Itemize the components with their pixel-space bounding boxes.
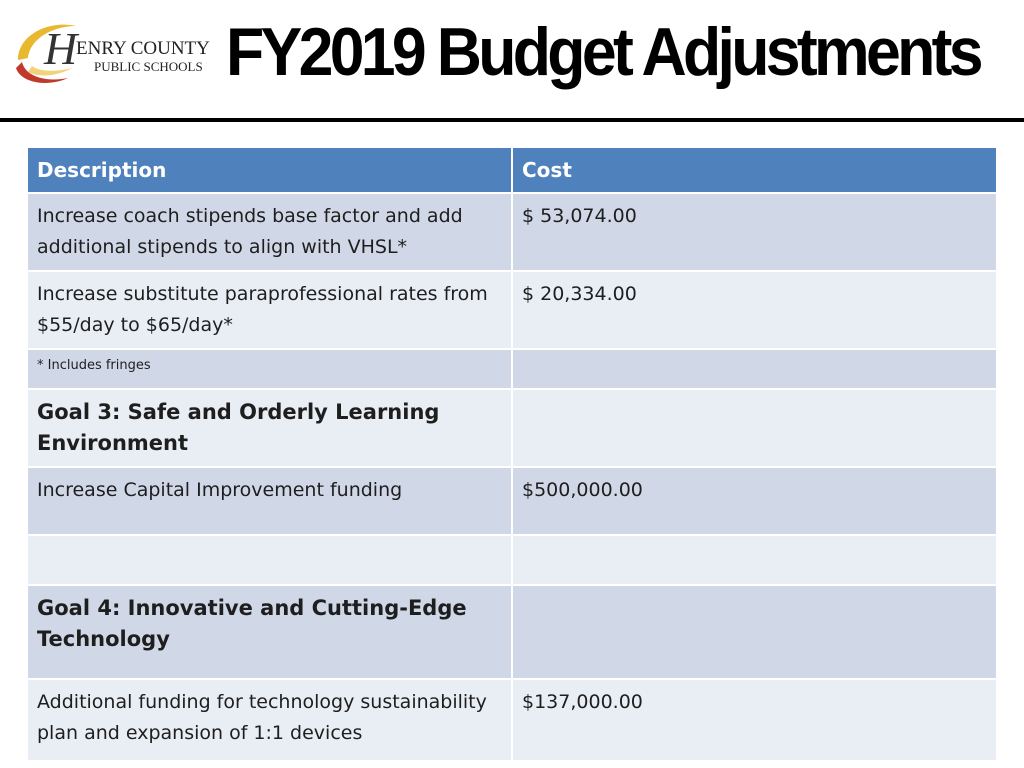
henry-county-logo — [10, 12, 215, 92]
header-divider — [0, 118, 1024, 122]
logo-name-text: ENRY COUNTY — [76, 38, 210, 59]
row-description: Increase substitute paraprofessional rates from $55/day to $65/day* — [27, 271, 512, 349]
table-row — [27, 349, 997, 389]
table-row — [27, 193, 997, 271]
table-row — [27, 535, 997, 585]
budget-table — [26, 146, 998, 762]
table-row — [27, 389, 997, 467]
table-row — [27, 271, 997, 349]
row-description: Additional funding for technology sustainability plan and expansion of 1:1 devices — [27, 679, 512, 761]
footnote-text: * Includes fringes — [27, 349, 512, 389]
slide-header — [0, 0, 1024, 122]
logo-subtitle-text: PUBLIC SCHOOLS — [94, 59, 203, 74]
row-cost: $ 53,074.00 — [512, 193, 997, 271]
table-row — [27, 585, 997, 679]
row-description — [27, 535, 512, 585]
column-header-cost: Cost — [512, 147, 997, 193]
row-cost: $137,000.00 — [512, 679, 997, 761]
row-cost — [512, 535, 997, 585]
row-cost — [512, 389, 997, 467]
column-header-description: Description — [27, 147, 512, 193]
row-description: Increase Capital Improvement funding — [27, 467, 512, 535]
row-cost: $500,000.00 — [512, 467, 997, 535]
row-cost — [512, 585, 997, 679]
row-cost: $ 20,334.00 — [512, 271, 997, 349]
goal-heading: Goal 4: Innovative and Cutting-Edge Technology — [27, 585, 512, 679]
table-row — [27, 679, 997, 761]
row-cost — [512, 349, 997, 389]
table-header-row — [27, 147, 997, 193]
svg-text:H: H — [44, 23, 78, 74]
page-title: FY2019 Budget Adjustments — [226, 14, 980, 90]
table-row — [27, 467, 997, 535]
goal-heading: Goal 3: Safe and Orderly Learning Environment — [27, 389, 512, 467]
row-description: Increase coach stipends base factor and add additional stipends to align with VHSL* — [27, 193, 512, 271]
